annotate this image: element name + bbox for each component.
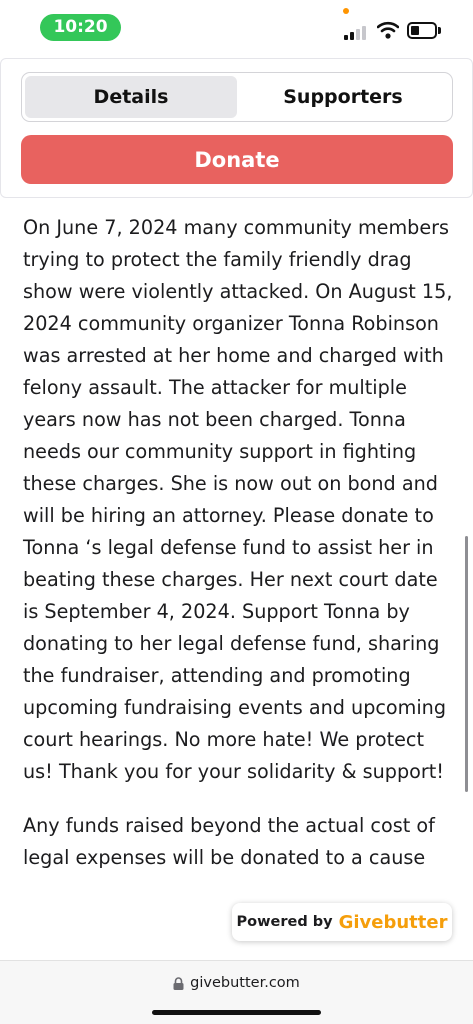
campaign-header-card [0, 58, 473, 198]
tab-supporters[interactable]: Supporters [283, 86, 403, 108]
powered-by-badge[interactable] [232, 903, 452, 941]
wifi-icon [377, 20, 399, 40]
story-paragraph-2: Any funds raised beyond the actual cost of legal expenses will be donated to a cause [23, 814, 435, 869]
status-bar [0, 0, 473, 54]
tab-switcher [21, 72, 453, 122]
givebutter-logo: Givebutter [338, 911, 448, 933]
scrollbar-thumb[interactable] [465, 536, 468, 792]
home-indicator[interactable] [152, 1010, 321, 1015]
tab-details[interactable]: Details [25, 76, 237, 118]
url-row [0, 975, 473, 991]
story-paragraph-1: On June 7, 2024 many community members trying to protect the family friendly drag show were violently attacked. On August 15, 2024 community organizer Tonna Robinson was arrested at her home and charged with felony assault. The attacker for multiple years now has not been charged. Tonna needs our community support in fighting these charges. She is now out on bond and will be hiring an attorney. Please donate to Tonna ‘s legal defense fund to assist her in beating these charges. Her next court date is September 4, 2024. Support Tonna by donating to her legal defense fund, sharing the fundraiser, attending and promoting upcoming fundraising events and upcoming court hearings. No more hate! We protect us! Thank you for your solidarity & support! [23, 216, 453, 783]
status-time: 10:20 [40, 14, 121, 41]
privacy-indicator-dot [343, 8, 349, 14]
cellular-signal-icon [344, 24, 370, 40]
campaign-story [23, 212, 455, 874]
battery-nub [438, 27, 441, 34]
donate-button[interactable]: Donate [21, 135, 453, 184]
powered-by-label: Powered by [236, 914, 333, 930]
url-text: givebutter.com [190, 975, 300, 991]
battery-icon [407, 22, 437, 39]
browser-url-bar[interactable] [0, 960, 473, 1024]
lock-icon [173, 977, 184, 990]
